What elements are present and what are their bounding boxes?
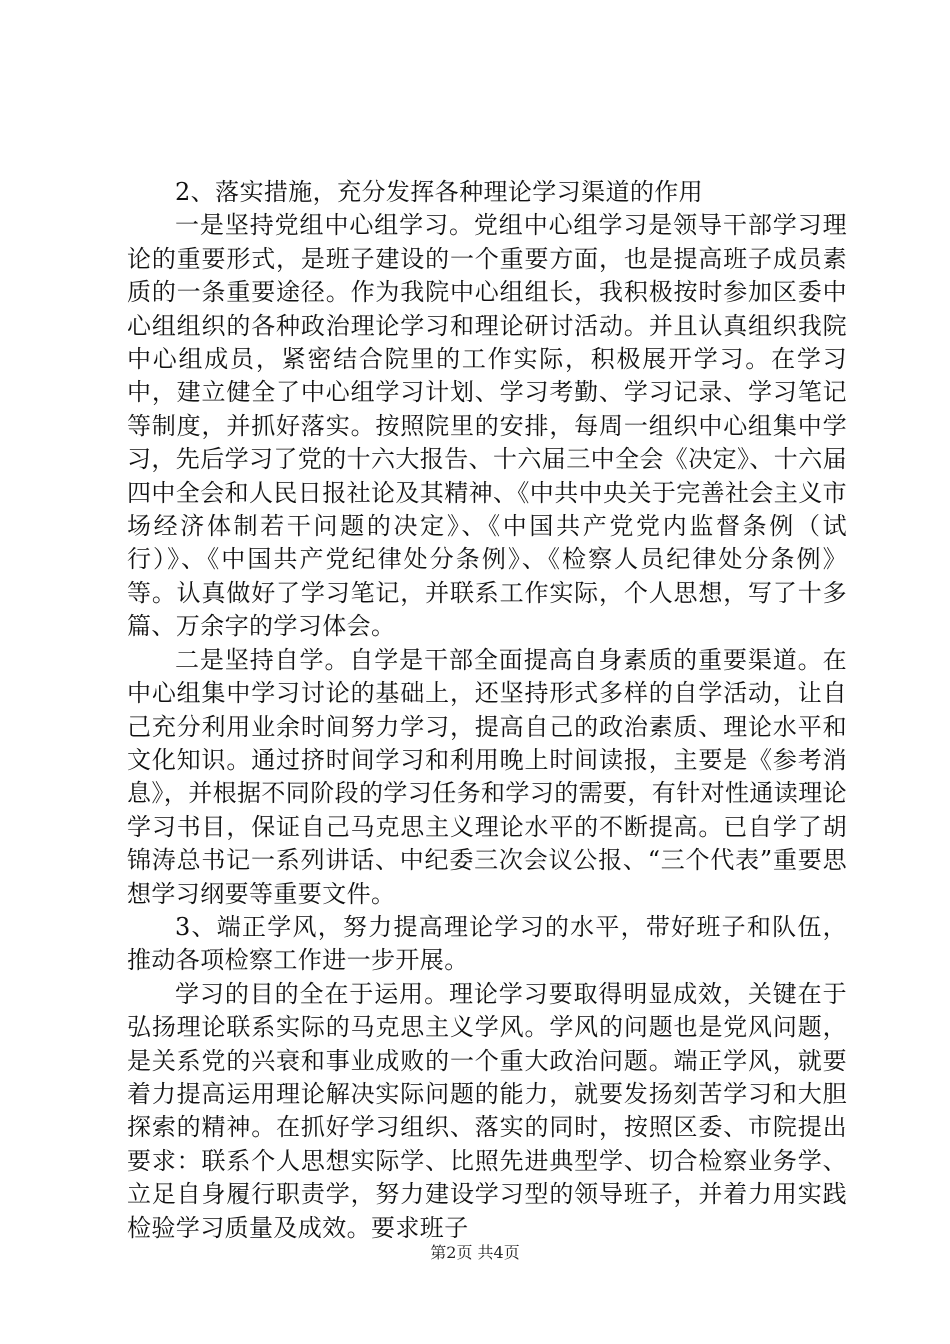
section-heading-3: 3、端正学风，努力提高理论学习的水平，带好班子和队伍，推动各项检察工作进一步开展。 [127, 912, 847, 975]
paragraph-self-study: 二是坚持自学。自学是干部全面提高自身素质的重要渠道。在中心组集中学习讨论的基础上，还坚持形式多样的自学活动，让自己充分利用业余时间努力学习，提高自己的政治素质、理论水平和文化知识。通过挤时间学习和利用晚上时间读报，主要是《参考消息》，并根据不同阶段的学习任务和学习的需要，有针对性通读理论学习书目，保证自己马克思主义理论水平的不断提高。已自学了胡锦涛总书记一系列讲话、中纪委三次会议公报、“三个代表”重要思想学习纲要等重要文件。 [127, 645, 847, 908]
document-body [127, 176, 847, 1245]
page-number-footer: 第2页 共4页 [430, 1243, 520, 1262]
paragraph-group-study: 一是坚持党组中心组学习。党组中心组学习是领导干部学习理论的重要形式，是班子建设的一个重要方面，也是提高班子成员素质的一条重要途径。作为我院中心组组长，我积极按时参加区委中心组组织的各种政治理论学习和理论研讨活动。并且认真组织我院中心组成员，紧密结合院里的工作实际，积极展开学习。在学习中，建立健全了中心组学习计划、学习考勤、学习记录、学习笔记等制度，并抓好落实。按照院里的安排，每周一组织中心组集中学习，先后学习了党的十六大报告、十六届三中全会《决定》、十六届四中全会和人民日报社论及其精神、《中共中央关于完善社会主义市场经济体制若干问题的决定》、《中国共产党党内监督条例（试行）》、《中国共产党纪律处分条例》、《检察人员纪律处分条例》等。认真做好了学习笔记，并联系工作实际，个人思想，写了十多篇、万余字的学习体会。 [127, 211, 847, 641]
section-heading-2: 2、落实措施，充分发挥各种理论学习渠道的作用 [175, 178, 704, 206]
paragraph-study-style: 学习的目的全在于运用。理论学习要取得明显成效，关键在于弘扬理论联系实际的马克思主义学风。学风的问题也是党风问题，是关系党的兴衰和事业成败的一个重大政治问题。端正学风，就要着力提高运用理论解决实际问题的能力，就要发扬刻苦学习和大胆探索的精神。在抓好学习组织、落实的同时，按照区委、市院提出要求：联系个人思想实际学、比照先进典型学、切合检察业务学、立足自身履行职责学，努力建设学习型的领导班子，并着力用实践检验学习质量及成效。要求班子 [127, 979, 847, 1242]
